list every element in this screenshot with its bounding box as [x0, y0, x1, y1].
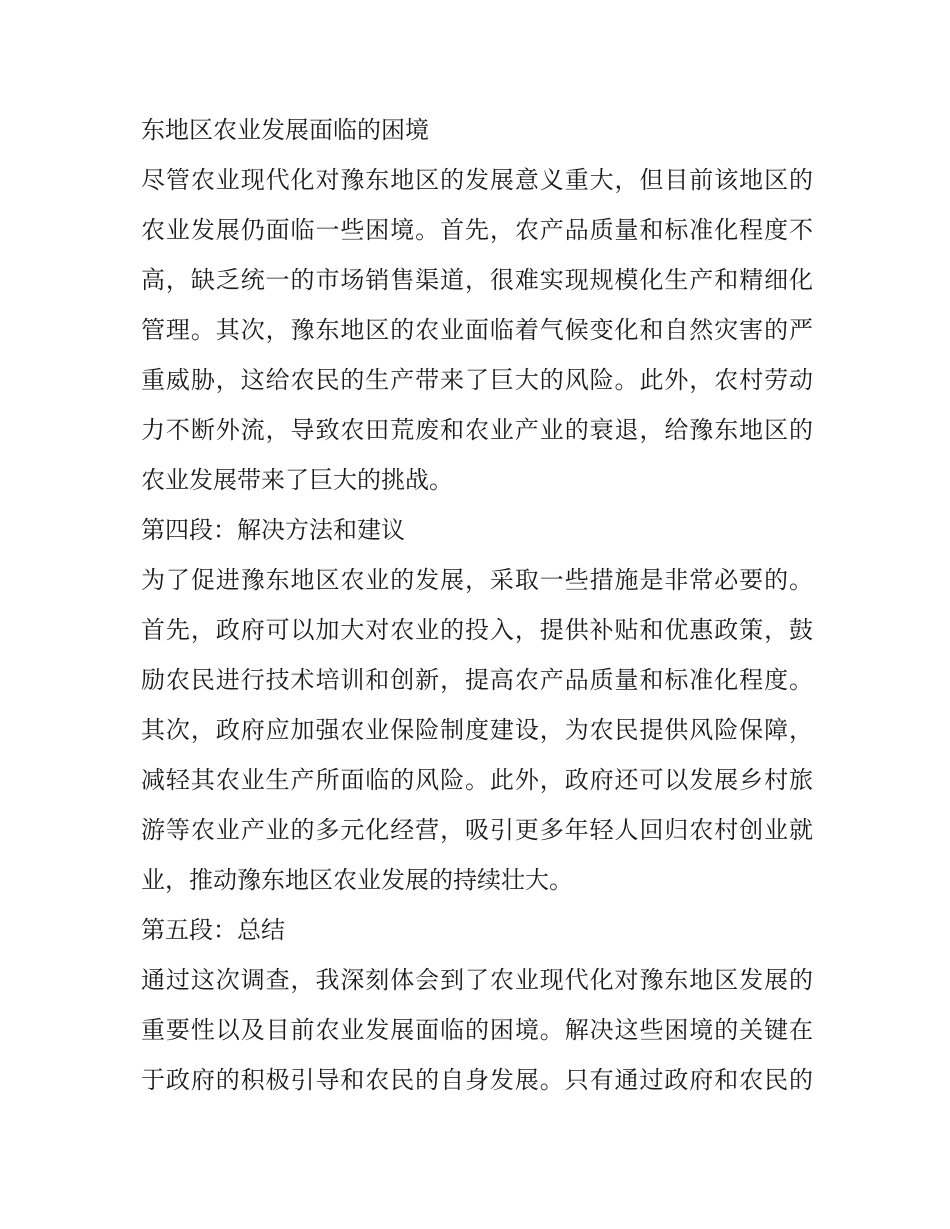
section3-line-2: 农业发展仍面临一些困境。首先，农产品质量和标准化程度不 — [141, 216, 813, 244]
section4-line-6: 游等农业产业的多元化经营，吸引更多年轻人回归农村创业就 — [141, 816, 813, 844]
section5-line-1: 通过这次调查，我深刻体会到了农业现代化对豫东地区发展的 — [141, 966, 813, 994]
section3-line-7: 农业发展带来了巨大的挑战。 — [141, 466, 453, 494]
section4-line-3: 励农民进行技术培训和创新，提高农产品质量和标准化程度。 — [141, 666, 813, 694]
section4-line-2: 首先，政府可以加大对农业的投入，提供补贴和优惠政策，鼓 — [141, 616, 813, 644]
section3-line-4: 管理。其次，豫东地区的农业面临着气候变化和自然灾害的严 — [141, 316, 813, 344]
section4-line-4: 其次，政府应加强农业保险制度建设，为农民提供风险保障， — [141, 716, 813, 744]
section4-line-7: 业，推动豫东地区农业发展的持续壮大。 — [141, 866, 573, 894]
section3-line-6: 力不断外流，导致农田荒废和农业产业的衰退，给豫东地区的 — [141, 416, 813, 444]
section3-line-1: 尽管农业现代化对豫东地区的发展意义重大，但目前该地区的 — [141, 166, 813, 194]
section3-line-3: 高，缺乏统一的市场销售渠道，很难实现规模化生产和精细化 — [141, 266, 813, 294]
section5-title: 第五段：总结 — [141, 916, 285, 944]
section4-line-1: 为了促进豫东地区农业的发展，采取一些措施是非常必要的。 — [141, 566, 813, 594]
section4-line-5: 减轻其农业生产所面临的风险。此外，政府还可以发展乡村旅 — [141, 766, 813, 794]
section4-title: 第四段：解决方法和建议 — [141, 516, 405, 544]
section5-line-2: 重要性以及目前农业发展面临的困境。解决这些困境的关键在 — [141, 1016, 813, 1044]
section5-line-3: 于政府的积极引导和农民的自身发展。只有通过政府和农民的 — [141, 1066, 813, 1094]
section3-line-5: 重威胁，这给农民的生产带来了巨大的风险。此外，农村劳动 — [141, 366, 813, 394]
section3-title-tail: 东地区农业发展面临的困境 — [141, 116, 429, 144]
